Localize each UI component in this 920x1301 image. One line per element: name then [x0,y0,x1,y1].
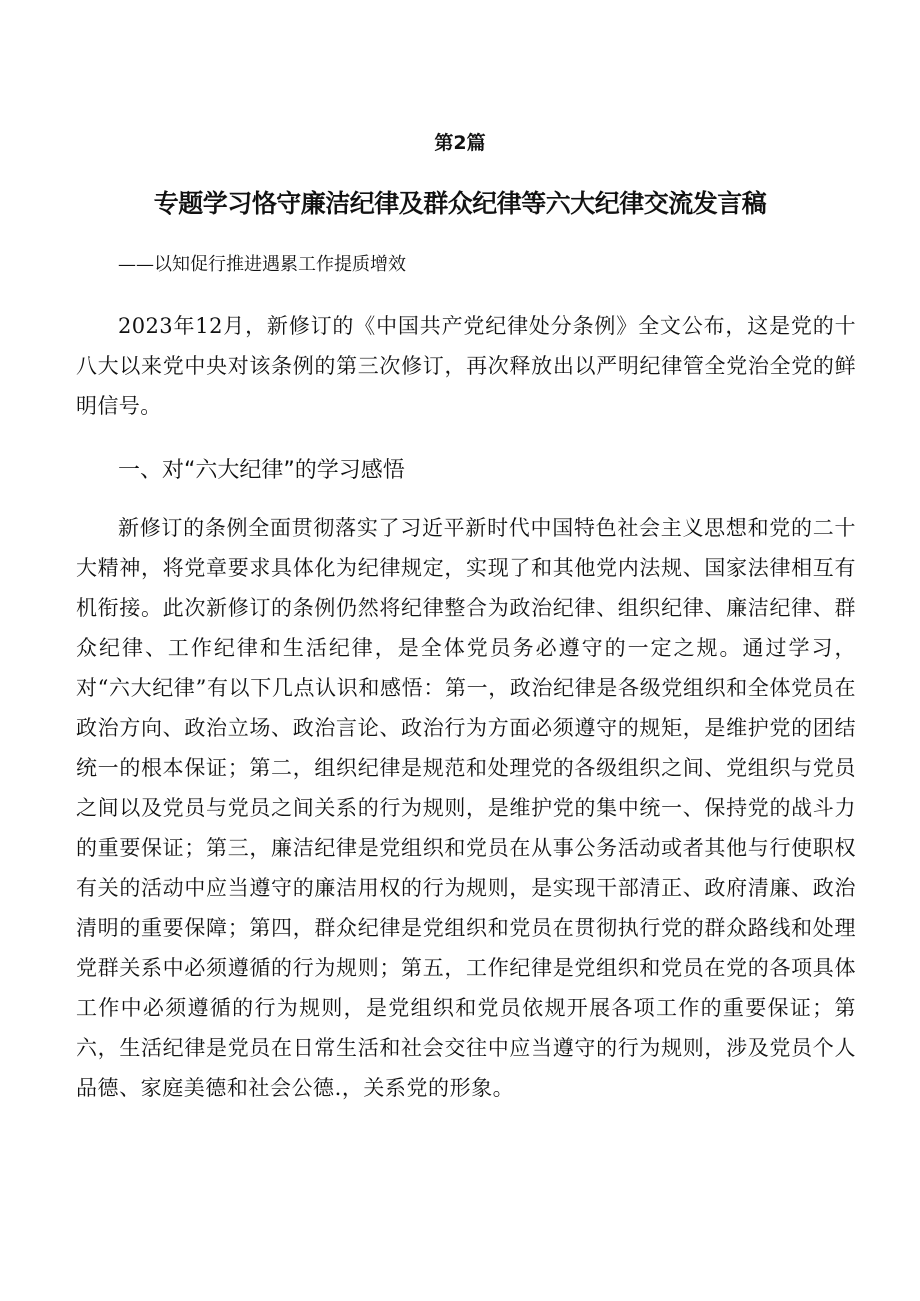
body-paragraph: 新修订的条例全面贯彻落实了习近平新时代中国特色社会主义思想和党的二十大精神，将党章要求具体化为纪律规定，实现了和其他党内法规、国家法律相互有机衔接。此次新修订的条例仍然将纪律整合为政治纪律、组织纪律、廉洁纪律、群众纪律、工作纪律和生活纪律，是全体党员务必遵守的一定之规。通过学习，对“六大纪律”有以下几点认识和感悟：第一，政治纪律是各级党组织和全体党员在政治方向、政治立场、政治言论、政治行为方面必须遵守的规矩，是维护党的团结统一的根本保证；第二，组织纪律是规范和处理党的各级组织之间、党组织与党员之间以及党员与党员之间关系的行为规则，是维护党的集中统一、保持党的战斗力的重要保证；第三，廉洁纪律是党组织和党员在从事公务活动或者其他与行使职权有关的活动中应当遵守的廉洁用权的行为规则，是实现干部清正、政府清廉、政治清明的重要保障；第四，群众纪律是党组织和党员在贯彻执行党的群众路线和处理党群关系中必须遵循的行为规则；第五，工作纪律是党组织和党员在党的各项具体工作中必须遵循的行为规则，是党组织和党员依规开展各项工作的重要保证；第六，生活纪律是党员在日常生活和社会交往中应当遵守的行为规则，涉及党员个人品德、家庭美德和社会公德.，关系党的形象。 [76,516,856,1100]
document-subtitle: ——以知促行推进遇累工作提质增效 [118,254,406,275]
section-heading: 一、对“六大纪律”的学习感悟 [118,458,405,483]
intro-paragraph: 2023年12月，新修订的《中国共产党纪律处分条例》全文公布，这是党的十八大以来党中央对该条例的第三次修订，再次释放出以严明纪律管全党治全党的鲜明信号。 [76,314,856,418]
part-label: 第2篇 [434,132,486,154]
document-title: 专题学习恪守廉洁纪律及群众纪律等六大纪律交流发言稿 [153,189,767,218]
